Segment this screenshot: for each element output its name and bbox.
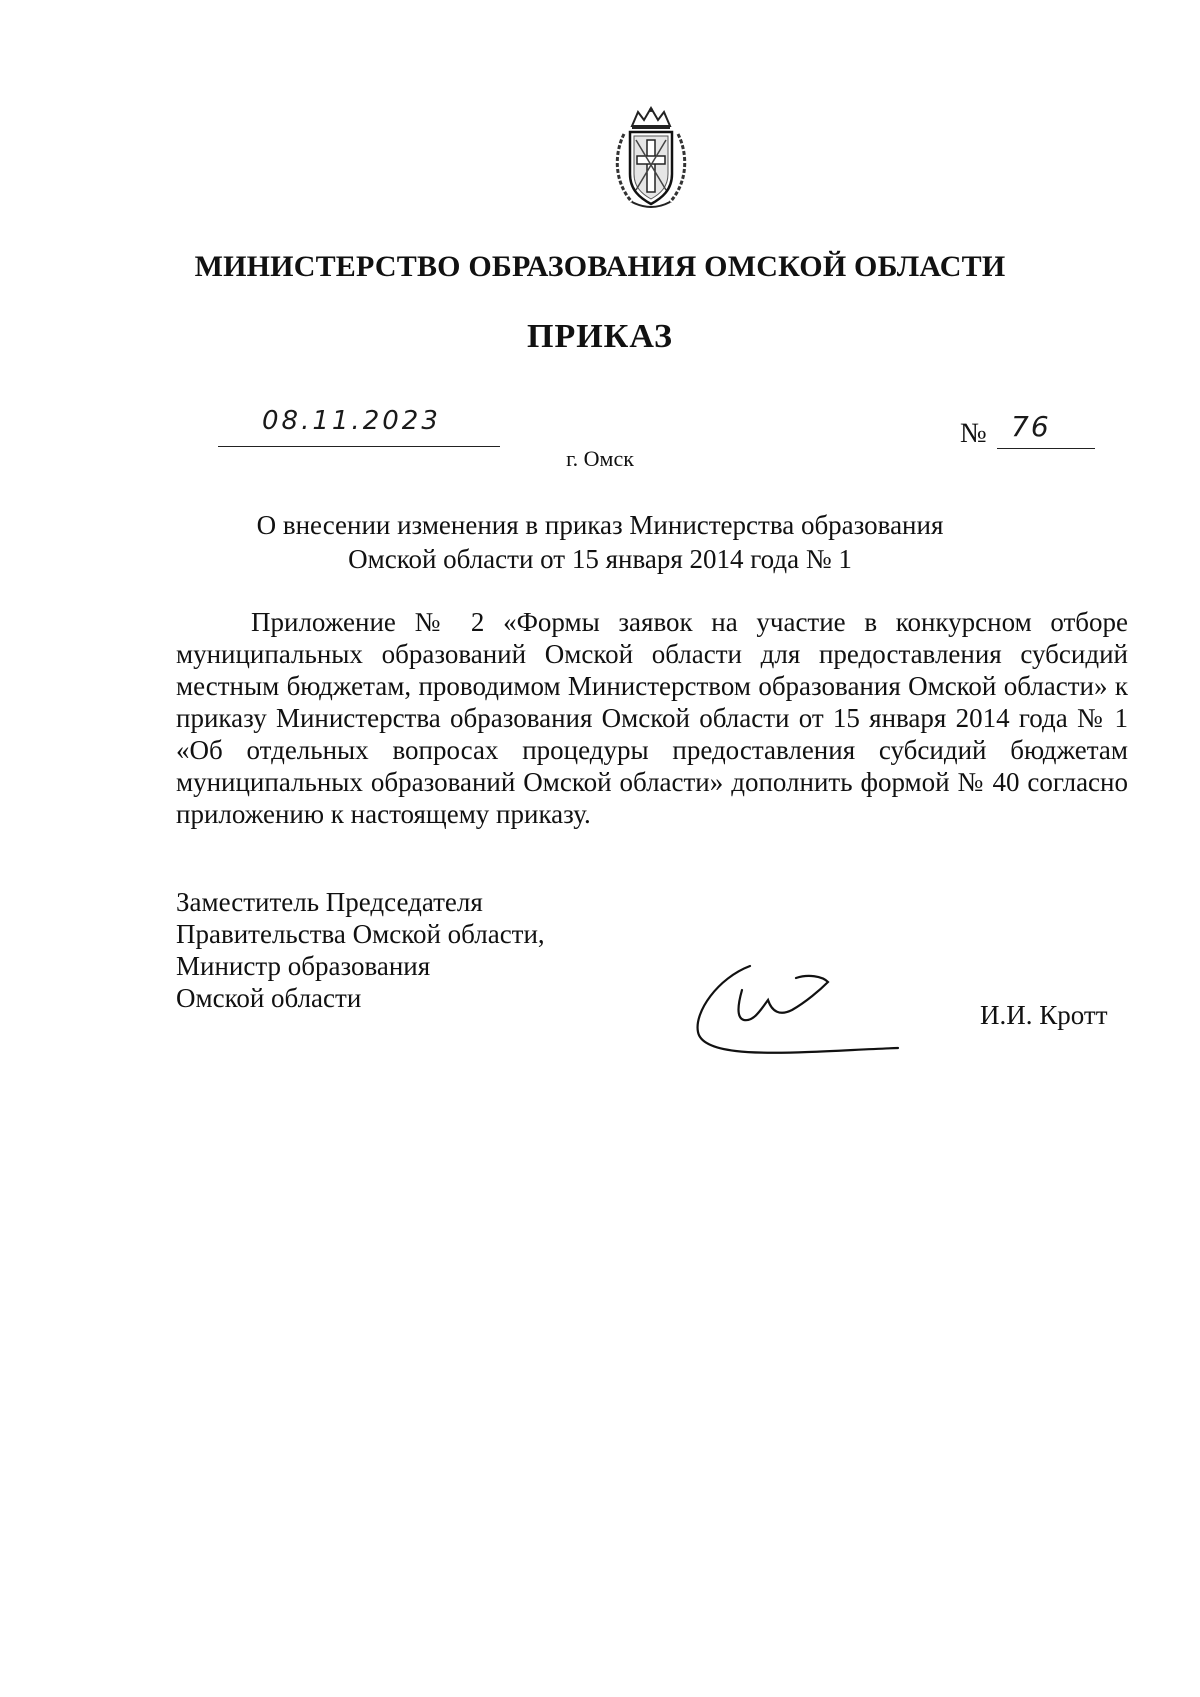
- signer-position: [176, 886, 545, 1014]
- city-label: г. Омск: [566, 446, 634, 471]
- handwritten-number: 76: [1011, 410, 1051, 443]
- document-type-title: ПРИКАЗ: [527, 318, 673, 355]
- signer-position-line: Министр образования: [176, 951, 431, 981]
- number-label: №: [960, 418, 987, 449]
- ministry-title: МИНИСТЕРСТВО ОБРАЗОВАНИЯ ОМСКОЙ ОБЛАСТИ: [194, 250, 1006, 283]
- signer-position-line: Омской области: [176, 983, 362, 1013]
- signer-name: И.И. Кротт: [980, 1000, 1108, 1030]
- signer-position-line: Заместитель Председателя: [176, 887, 483, 917]
- handwritten-signature-icon: [688, 960, 900, 1060]
- number-field: [997, 410, 1095, 449]
- subject-line-2: Омской области от 15 января 2014 года № 1: [348, 544, 852, 574]
- signer-position-line: Правительства Омской области,: [176, 919, 545, 949]
- handwritten-date: 08.11.2023: [262, 406, 441, 436]
- omsk-coat-of-arms-icon: [610, 104, 692, 212]
- document-subject: [200, 508, 1000, 576]
- subject-line-1: О внесении изменения в приказ Министерства образования: [256, 510, 944, 540]
- body-paragraph: Приложение № 2 «Формы заявок на участие в конкурсном отборе муниципальных образований Омской области для предоставления субсидий местным бюджетам, проводимом Министерством образования Омской области» к приказу Министерства образования Омской области от 15 января 2014 года № 1 «Об отдельных вопросах процедуры предоставления субсидий бюджетам муниципальных образований Омской области» дополнить формой № 40 согласно приложению к настоящему приказу.: [176, 607, 1128, 829]
- date-field: [218, 406, 500, 447]
